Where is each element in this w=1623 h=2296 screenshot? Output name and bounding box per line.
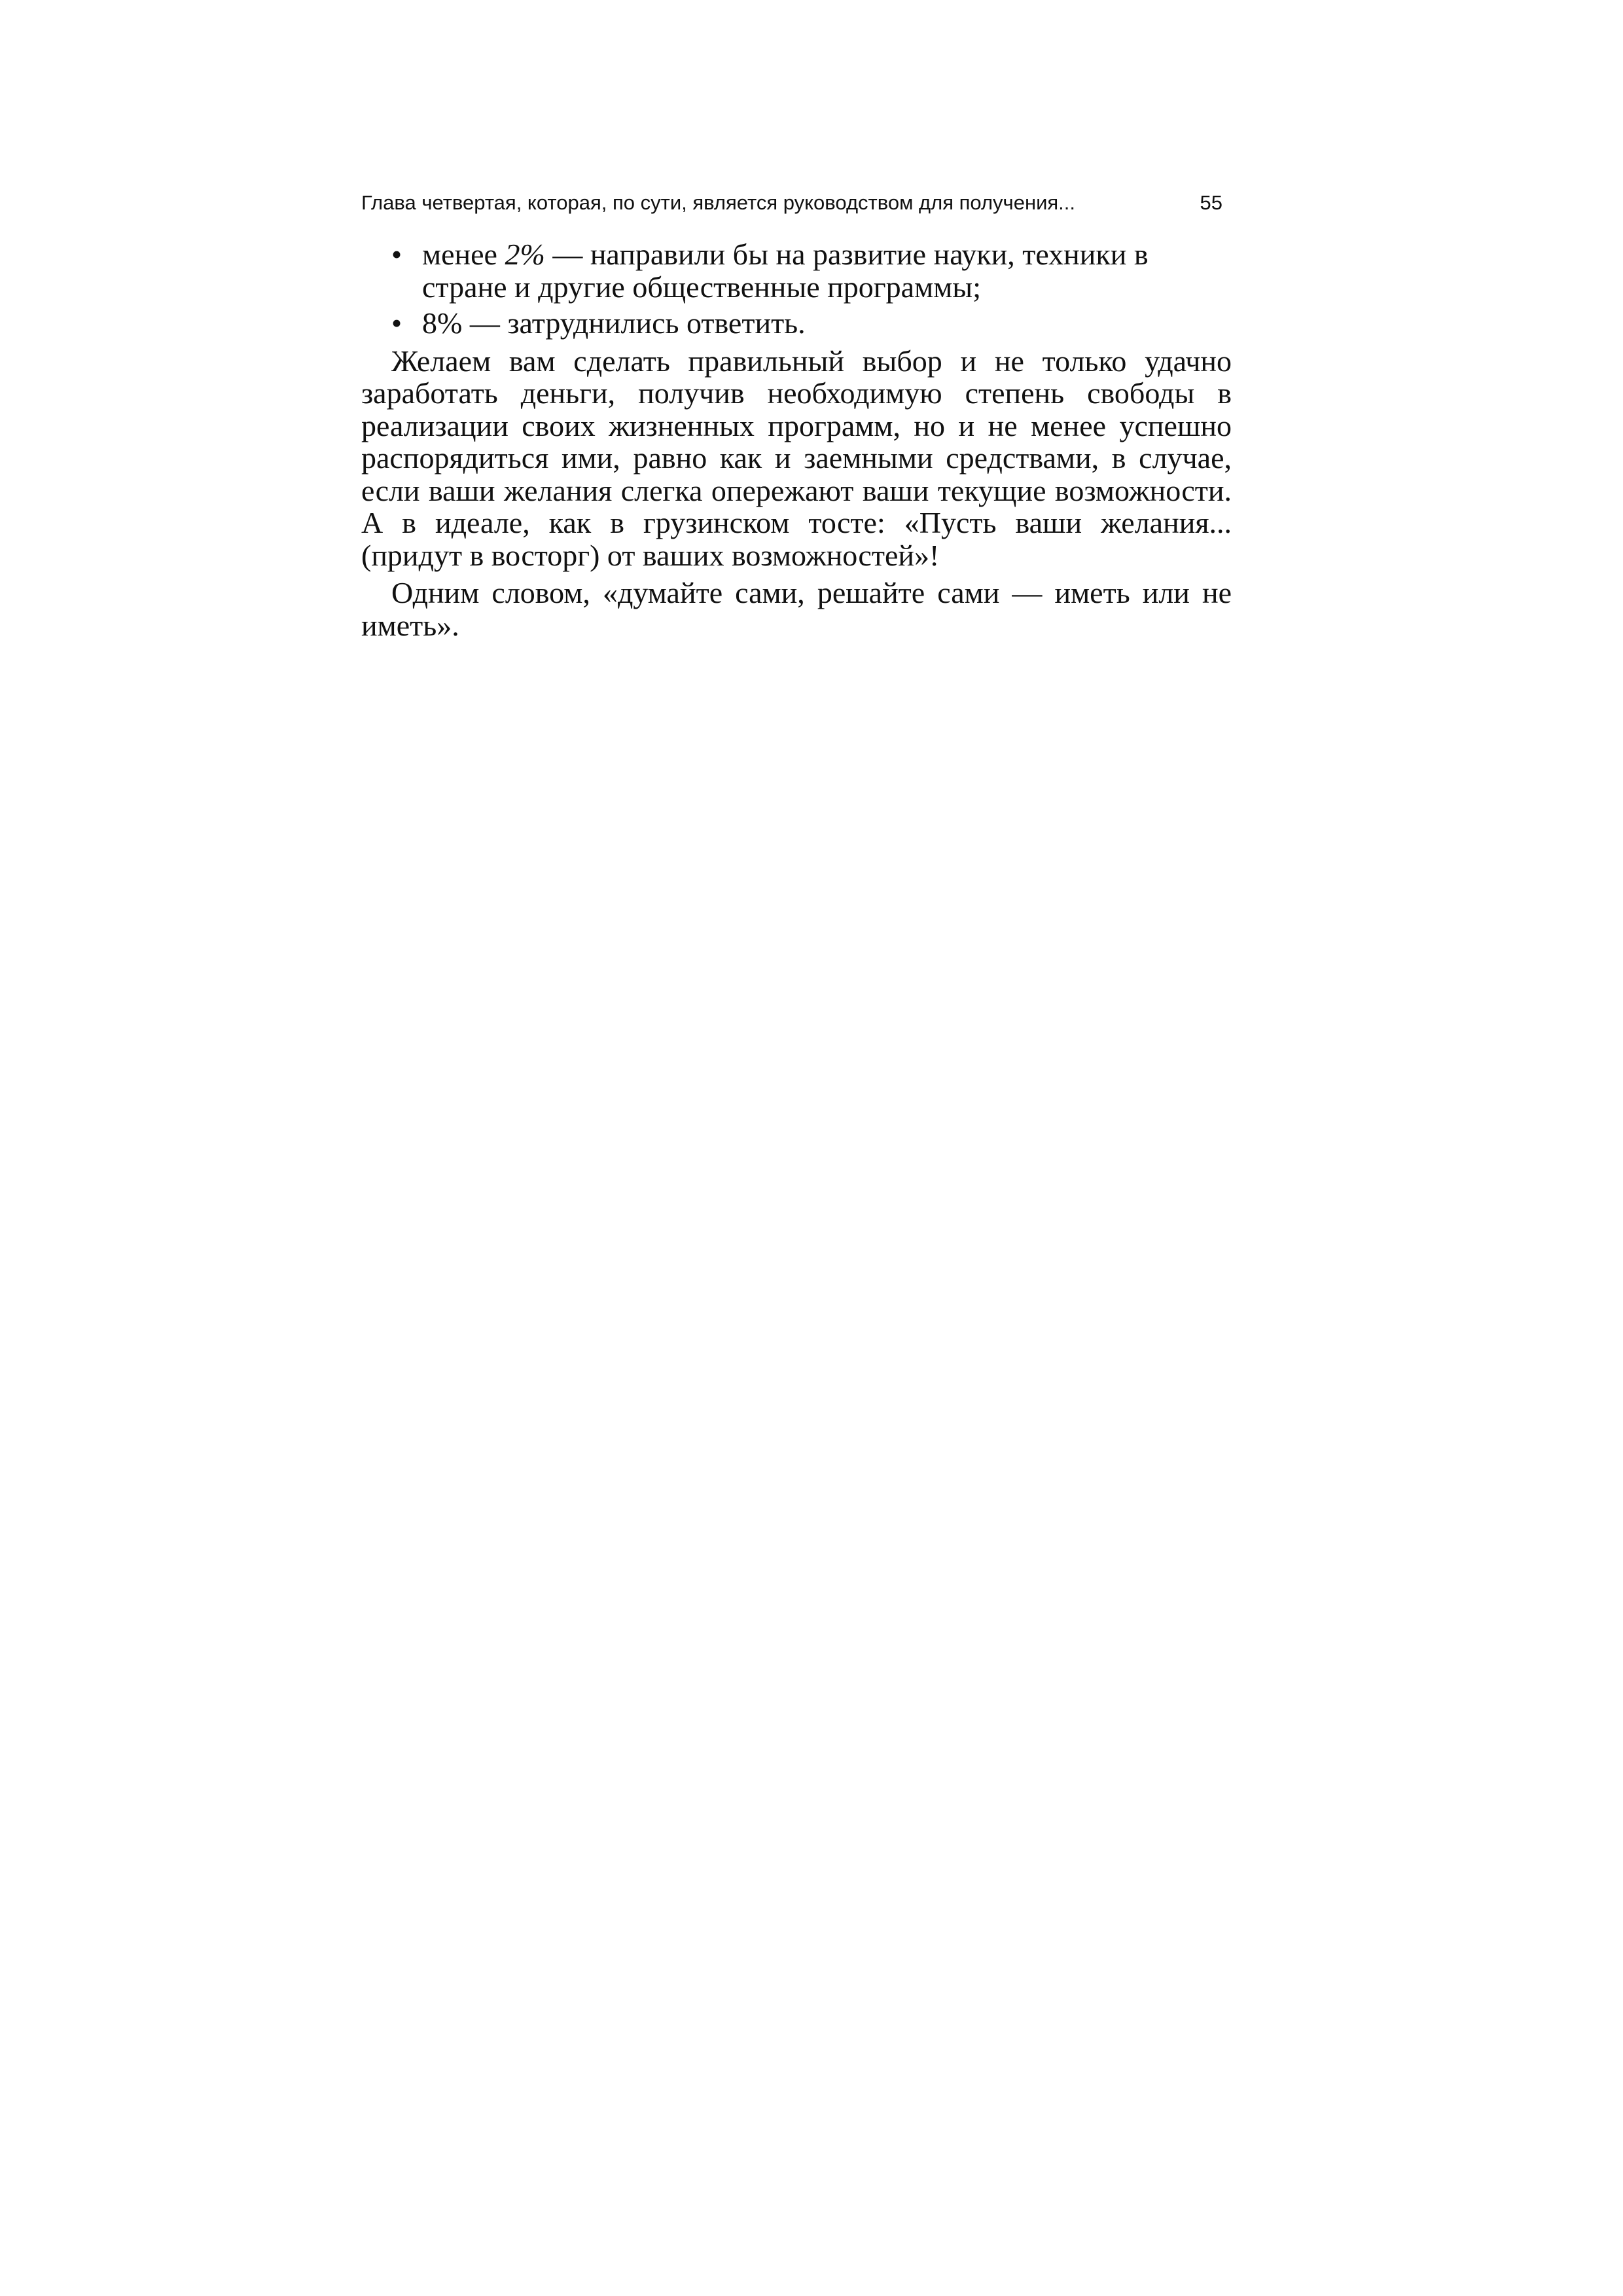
- running-header: [361, 190, 1232, 216]
- page-number: 55: [1200, 191, 1222, 214]
- list-item-emphasis: 2%: [505, 238, 545, 271]
- bullet-marker: •: [391, 306, 402, 340]
- list-item: [361, 307, 1232, 340]
- list-item: [361, 238, 1232, 303]
- body-text: [361, 238, 1232, 641]
- running-title: Глава четвертая, которая, по сути, является руководством для получения...: [361, 191, 1076, 214]
- bullet-list: [361, 238, 1232, 340]
- list-item-text: 8% — затруднились ответить.: [422, 306, 806, 340]
- book-page: [361, 190, 1232, 641]
- list-item-text: менее: [422, 238, 505, 271]
- list-item-text-rest: — направили бы на развитие науки, техники в стране и другие общественные программы;: [422, 238, 1149, 304]
- bullet-marker: •: [391, 238, 402, 271]
- paragraph: Желаем вам сделать правильный выбор и не только удачно заработать деньги, получив необходимую степень свободы в реализации своих жизненных программ, но и не менее успешно распорядиться ими, равно как и заемными средствами, в случае, если ваши желания слегка опережают ваши текущие возможности. А в идеале, как в грузинском тосте: «Пусть ваши желания... (придут в восторг) от ваших возможностей»!: [361, 344, 1232, 572]
- paragraph: Одним словом, «думайте сами, решайте сами — иметь или не иметь».: [361, 576, 1232, 642]
